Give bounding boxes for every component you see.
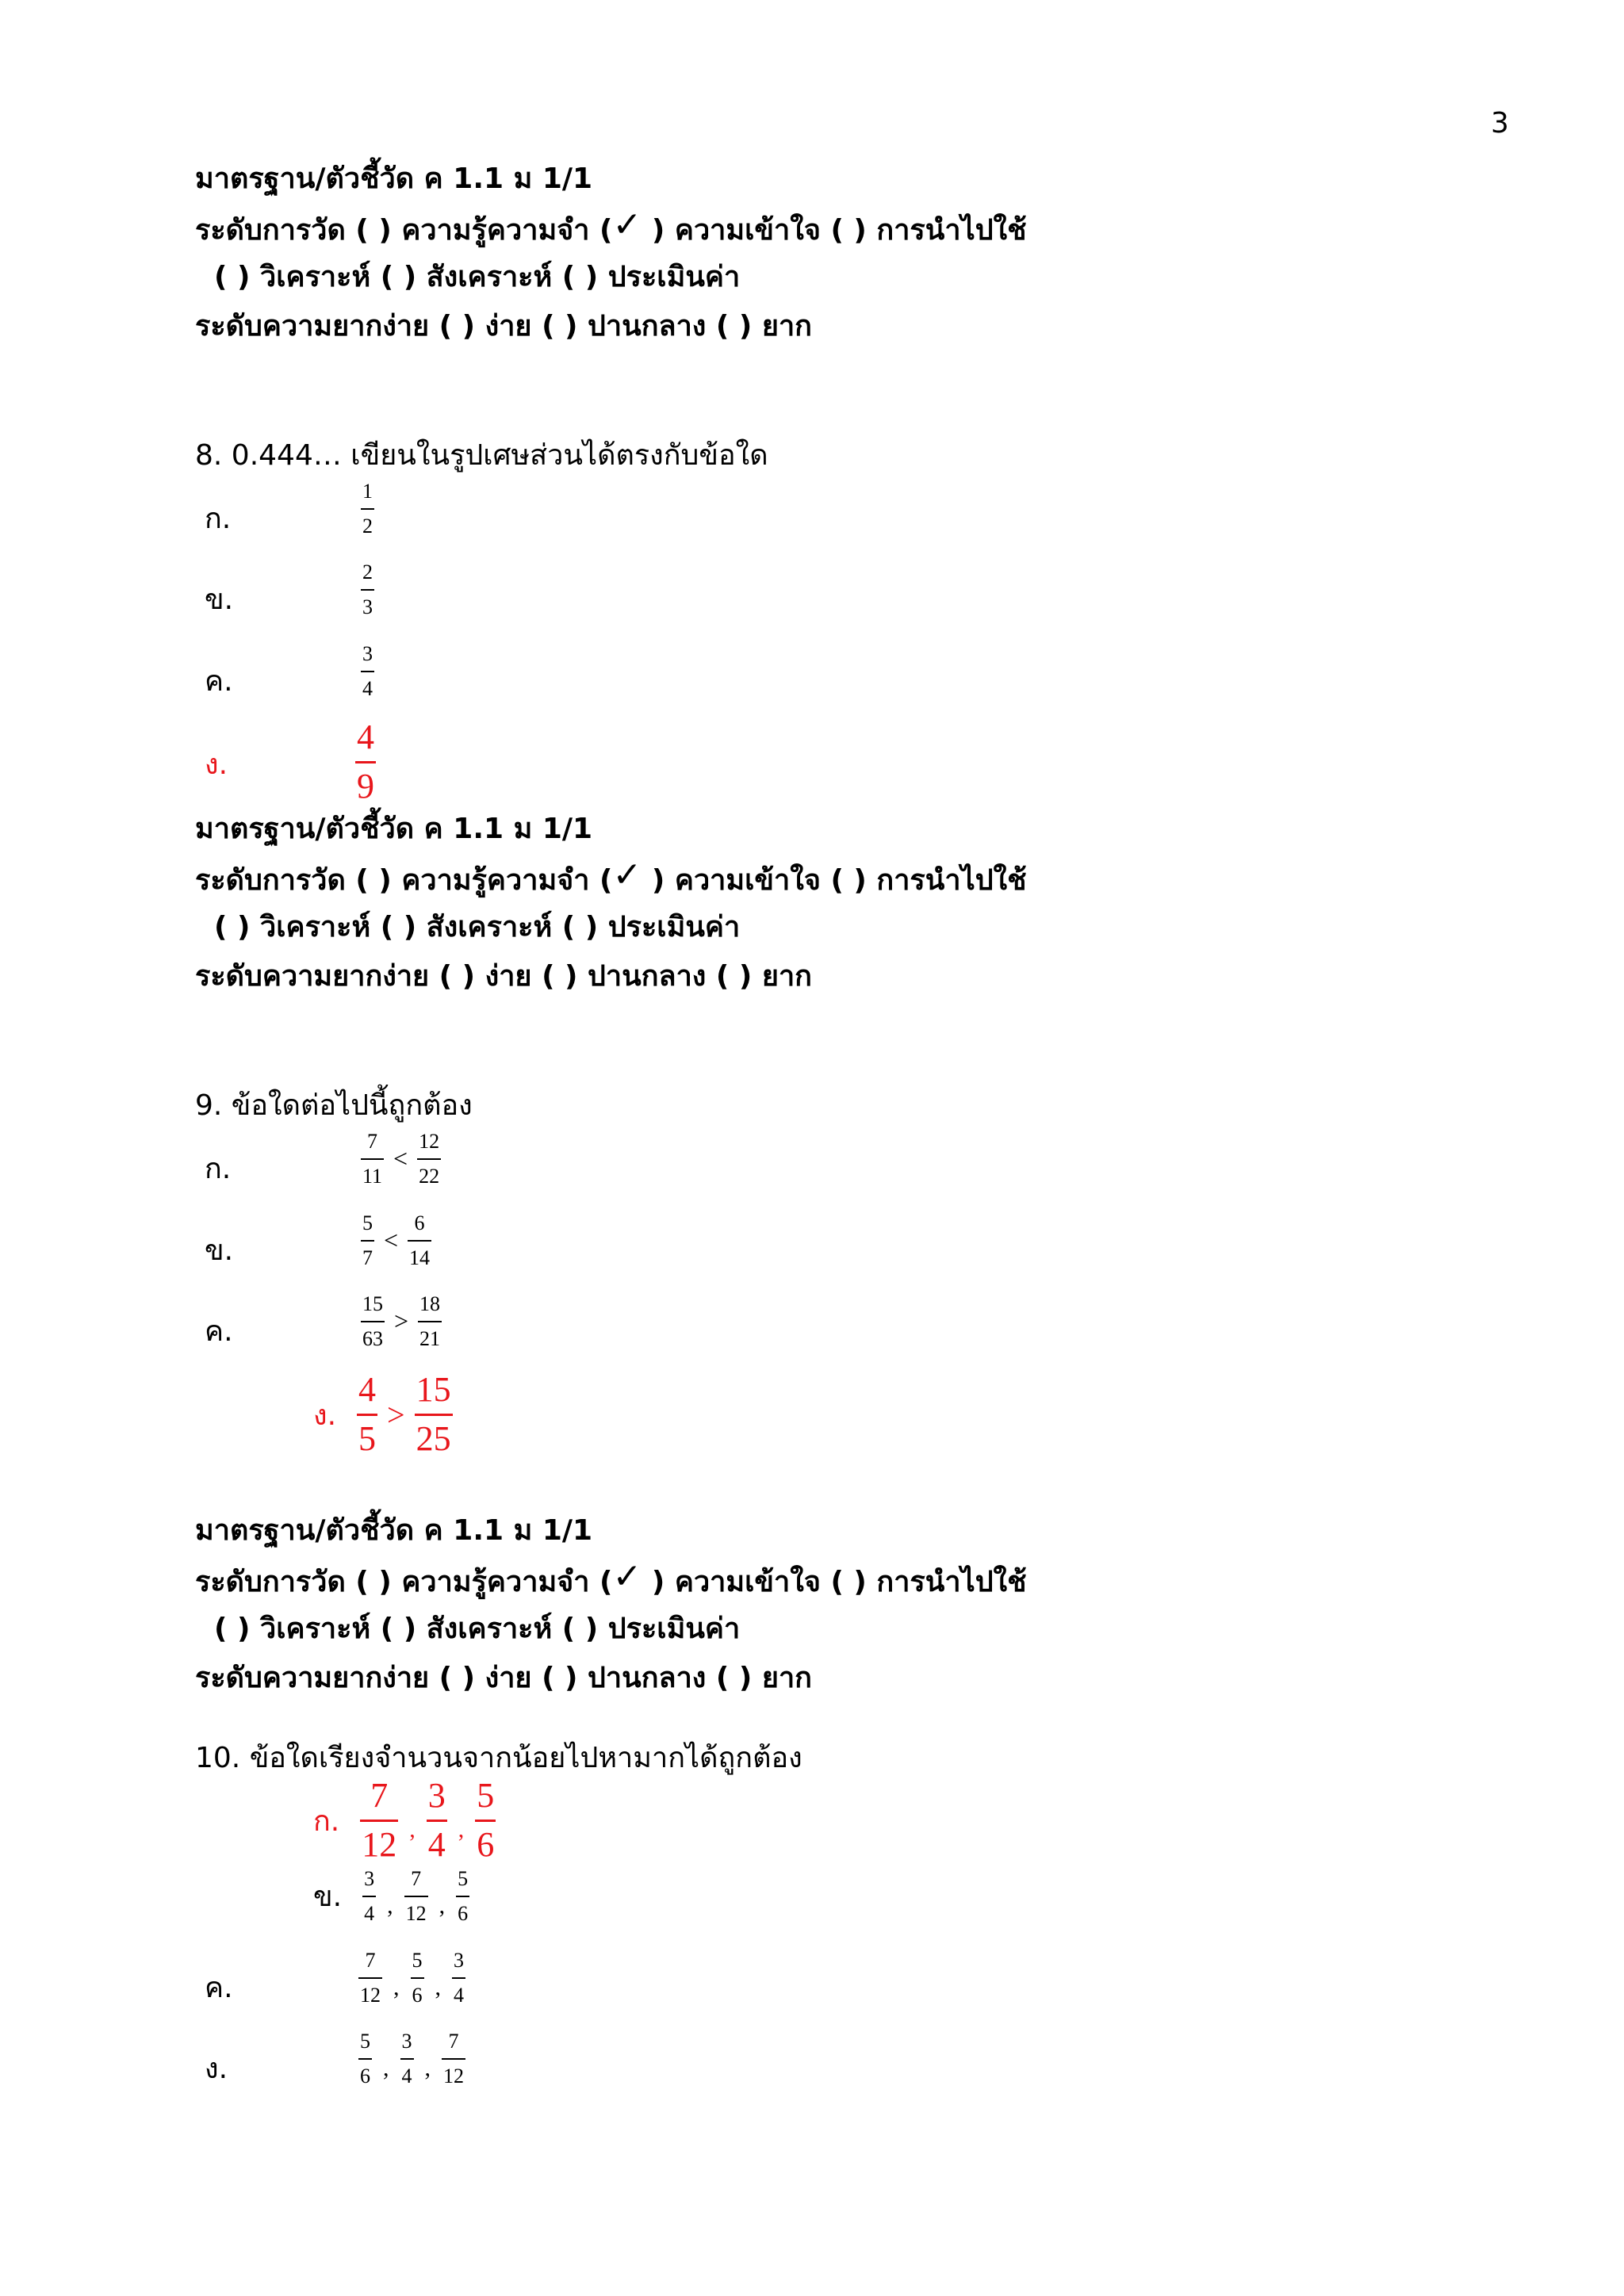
numerator: 3 <box>364 1867 375 1890</box>
level-line: ระดับการวัด ( ) ความรู้ความจำ (✓ ) ความเข้าใจ ( ) การนำไปใช้ <box>195 1556 1027 1598</box>
denominator: 6 <box>458 1901 469 1925</box>
denominator: 4 <box>427 1824 446 1864</box>
numerator: 3 <box>362 642 373 665</box>
standard-line: มาตรฐาน/ตัวชี้วัด ค 1.1 ม 1/1 <box>195 1514 593 1547</box>
question-9: 9. ข้อใดต่อไปนี้ถูกต้อง <box>195 1089 473 1122</box>
choice-order-row <box>313 1867 469 1926</box>
choice-order-row <box>358 2030 465 2088</box>
denominator: 12 <box>405 1901 427 1925</box>
numerator: 5 <box>360 2030 370 2053</box>
numerator: 7 <box>370 1776 389 1815</box>
fraction-bar <box>452 1977 465 1979</box>
fraction-bar <box>361 1158 384 1160</box>
fraction <box>417 1130 441 1188</box>
comma-separator: , <box>387 1892 393 1919</box>
numerator: 4 <box>358 1370 377 1409</box>
difficulty-line: ระดับความยากง่าย ( ) ง่าย ( ) ปานกลาง ( ) ยาก <box>195 1662 812 1694</box>
denominator: 21 <box>419 1326 441 1350</box>
difficulty-line: ระดับความยากง่าย ( ) ง่าย ( ) ปานกลาง ( ) ยาก <box>195 960 812 993</box>
choice-label: ข. <box>205 584 234 616</box>
meta-block-3 <box>195 1506 1027 1703</box>
level-line: ระดับการวัด ( ) ความรู้ความจำ (✓ ) ความเข้าใจ ( ) การนำไปใช้ <box>195 855 1027 897</box>
comma-separator: , <box>435 1973 441 2000</box>
choice-fraction-row <box>361 480 374 538</box>
fraction-bar <box>361 1321 385 1322</box>
choice-label: ก. <box>205 503 232 535</box>
fraction-bar <box>418 1321 442 1322</box>
numerator: 5 <box>477 1776 495 1815</box>
denominator: 6 <box>477 1824 495 1864</box>
denominator: 3 <box>362 595 373 618</box>
fraction-bar <box>357 1414 377 1416</box>
numerator: 6 <box>414 1211 425 1234</box>
fraction-bar <box>411 1977 424 1979</box>
choice-order-row <box>358 1949 465 2007</box>
fraction <box>475 1776 496 1865</box>
fraction <box>361 642 374 701</box>
comma-separator: , <box>458 1816 465 1843</box>
comma-separator: , <box>439 1892 446 1919</box>
standard-line: มาตรฐาน/ตัวชี้วัด ค 1.1 ม 1/1 <box>195 163 593 195</box>
denominator: 6 <box>412 1983 423 2007</box>
fraction-bar <box>360 1820 398 1822</box>
fraction <box>418 1292 442 1351</box>
numerator: 5 <box>458 1867 469 1890</box>
numerator: 7 <box>411 1867 422 1890</box>
choice-comparison-row <box>361 1292 442 1351</box>
choice-label: ข. <box>313 1881 343 1914</box>
denominator: 25 <box>416 1418 451 1458</box>
comparison-operator: < <box>393 1144 408 1173</box>
fraction <box>452 1949 465 2007</box>
fraction-bar <box>404 1896 428 1897</box>
denominator: 4 <box>364 1901 375 1925</box>
choice-label: ข. <box>205 1234 234 1267</box>
standard-line: มาตรฐาน/ตัวชี้วัด ค 1.1 ม 1/1 <box>195 813 593 845</box>
denominator: 5 <box>358 1418 377 1458</box>
fraction-bar <box>442 2058 465 2060</box>
fraction-bar <box>427 1820 447 1822</box>
numerator: 4 <box>357 718 374 756</box>
comma-separator: , <box>409 1816 416 1843</box>
choice-label: ก. <box>205 1153 232 1185</box>
numerator: 15 <box>416 1370 451 1409</box>
fraction <box>358 2030 372 2088</box>
fraction <box>358 1949 382 2007</box>
denominator: 12 <box>443 2064 464 2087</box>
numerator: 5 <box>412 1949 423 1972</box>
choice-label: ก. <box>313 1804 340 1838</box>
fraction-bar <box>361 508 374 510</box>
denominator: 4 <box>401 2064 412 2087</box>
denominator: 63 <box>362 1326 383 1350</box>
denominator: 4 <box>362 676 373 700</box>
denominator: 12 <box>362 1824 397 1864</box>
level-line-2: ( ) วิเคราะห์ ( ) สังเคราะห์ ( ) ประเมินค่า <box>214 261 741 293</box>
check-mark-icon: ✓ <box>612 1556 642 1597</box>
fraction-bar <box>361 1240 374 1242</box>
question-8: 8. 0.444… เขียนในรูปเศษส่วนได้ตรงกับข้อใด <box>195 439 768 472</box>
comma-separator: , <box>383 2054 389 2081</box>
denominator: 2 <box>362 514 373 538</box>
denominator: 9 <box>357 766 374 806</box>
comparison-operator: > <box>394 1307 409 1336</box>
numerator: 7 <box>365 1949 376 1972</box>
fraction <box>408 1211 431 1270</box>
fraction-bar <box>475 1820 496 1822</box>
fraction <box>442 2030 465 2088</box>
choice-label: ค. <box>205 665 233 698</box>
fraction <box>411 1949 424 2007</box>
comparison-operator: > <box>387 1396 405 1433</box>
level-line-2: ( ) วิเคราะห์ ( ) สังเคราะห์ ( ) ประเมินค่า <box>214 1613 741 1645</box>
check-mark-icon: ✓ <box>612 855 642 895</box>
choice-comparison-row <box>361 1211 431 1270</box>
level-line-2: ( ) วิเคราะห์ ( ) สังเคราะห์ ( ) ประเมินค่า <box>214 911 741 943</box>
numerator: 2 <box>362 561 373 584</box>
comma-separator: , <box>393 1973 400 2000</box>
fraction <box>361 1130 384 1188</box>
numerator: 7 <box>448 2030 459 2053</box>
difficulty-line: ระดับความยากง่าย ( ) ง่าย ( ) ปานกลาง ( ) ยาก <box>195 310 812 342</box>
page-number: 3 <box>1491 107 1509 140</box>
numerator: 15 <box>362 1292 383 1315</box>
fraction-bar <box>355 761 376 763</box>
meta-block-2 <box>195 805 1027 1001</box>
denominator: 11 <box>362 1164 383 1188</box>
denominator: 4 <box>454 1983 464 2007</box>
fraction-bar <box>358 1977 382 1979</box>
fraction-bar <box>415 1414 453 1416</box>
choice-fraction-row <box>355 718 376 806</box>
numerator: 7 <box>367 1130 378 1153</box>
fraction-bar <box>361 671 374 672</box>
comma-separator: , <box>424 2054 431 2081</box>
fraction <box>357 1370 377 1459</box>
numerator: 18 <box>419 1292 441 1315</box>
numerator: 3 <box>401 2030 412 2053</box>
level-line: ระดับการวัด ( ) ความรู้ความจำ (✓ ) ความเข้าใจ ( ) การนำไปใช้ <box>195 205 1027 247</box>
choice-fraction-row <box>361 561 374 619</box>
fraction <box>362 1867 376 1926</box>
numerator: 12 <box>419 1130 440 1153</box>
fraction <box>360 1776 398 1865</box>
fraction <box>456 1867 469 1926</box>
fraction <box>361 1211 374 1270</box>
meta-block-1 <box>195 155 1027 351</box>
denominator: 14 <box>409 1246 431 1269</box>
denominator: 7 <box>362 1246 373 1269</box>
question-10: 10. ข้อใดเรียงจำนวนจากน้อยไปหามากได้ถูกต้อง <box>195 1742 802 1774</box>
choice-label: ค. <box>205 1315 233 1348</box>
fraction <box>361 480 374 538</box>
fraction <box>355 718 376 806</box>
fraction <box>404 1867 428 1926</box>
fraction-bar <box>456 1896 469 1897</box>
fraction <box>400 2030 414 2088</box>
choice-label: ง. <box>205 2053 228 2085</box>
denominator: 12 <box>360 1983 381 2007</box>
fraction-bar <box>417 1158 441 1160</box>
choice-label: ง. <box>205 748 228 781</box>
numerator: 5 <box>362 1211 373 1234</box>
choice-order-row <box>313 1776 496 1865</box>
numerator: 1 <box>362 480 373 503</box>
choice-comparison-row <box>361 1130 441 1188</box>
fraction-bar <box>362 1896 376 1897</box>
denominator: 22 <box>419 1164 440 1188</box>
numerator: 3 <box>427 1776 446 1815</box>
choice-label: ค. <box>205 1972 233 2004</box>
fraction-bar <box>361 589 374 591</box>
choice-comparison-row <box>313 1370 453 1459</box>
fraction <box>361 1292 385 1351</box>
denominator: 6 <box>360 2064 370 2087</box>
check-mark-icon: ✓ <box>612 205 642 245</box>
fraction-bar <box>400 2058 414 2060</box>
choice-label: ง. <box>313 1399 337 1432</box>
fraction <box>415 1370 453 1459</box>
fraction <box>427 1776 447 1865</box>
fraction <box>361 561 374 619</box>
comparison-operator: < <box>384 1226 399 1255</box>
fraction-bar <box>408 1240 431 1242</box>
choice-fraction-row <box>361 642 374 701</box>
fraction-bar <box>358 2058 372 2060</box>
numerator: 3 <box>454 1949 464 1972</box>
